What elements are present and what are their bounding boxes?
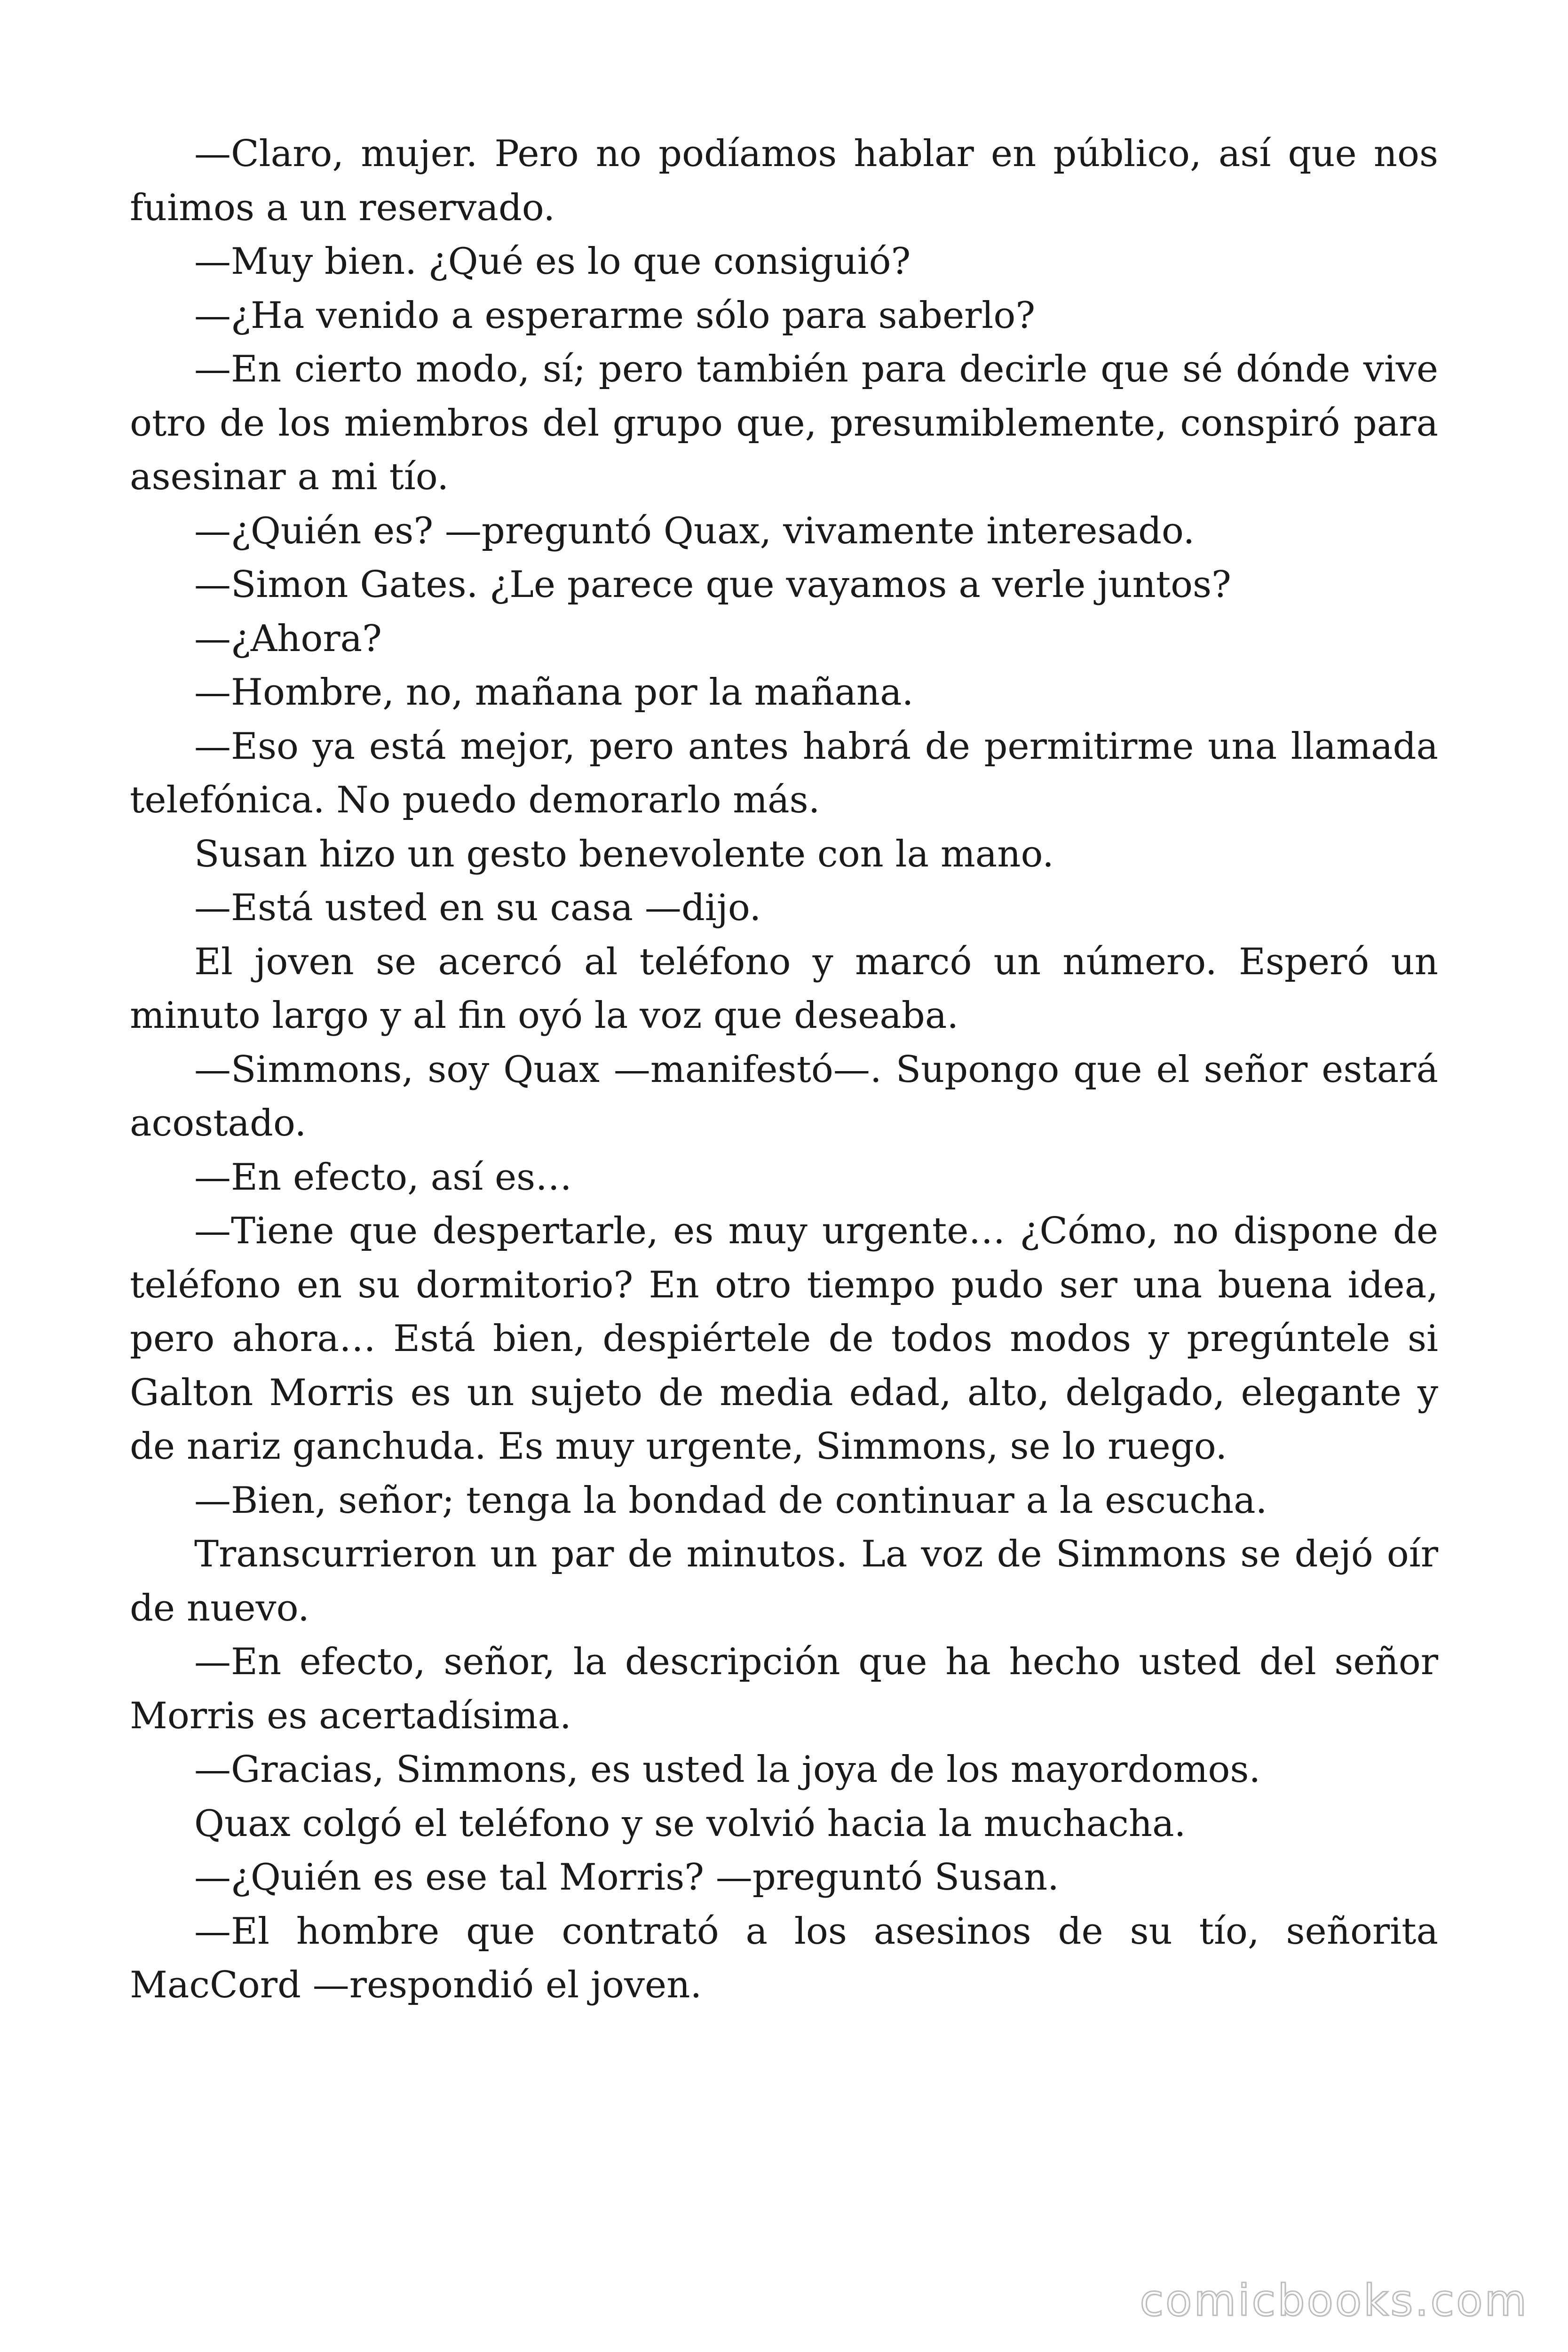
paragraph: —Bien, señor; tenga la bondad de continuar a la escucha. <box>194 1479 1267 1522</box>
paragraph: —¿Ha venido a esperarme sólo para saberlo? <box>194 294 1036 337</box>
paragraph: Transcurrieron un par de minutos. La voz de Simmons se dejó oír de nuevo. <box>130 1533 1438 1629</box>
paragraph: —Simmons, soy Quax —manifestó—. Supongo que el señor estará acostado. <box>130 1048 1438 1144</box>
paragraph: —En efecto, así es… <box>194 1156 572 1199</box>
paragraph: Quax colgó el teléfono y se volvió hacia la muchacha. <box>194 1802 1186 1845</box>
paragraph: —Claro, mujer. Pero no podíamos hablar en público, así que nos fuimos a un reservado. <box>130 133 1438 229</box>
paragraph: El joven se acercó al teléfono y marcó un número. Esperó un minuto largo y al fin oyó la voz que deseaba. <box>130 940 1438 1037</box>
paragraph: —Tiene que despertarle, es muy urgente… ¿Cómo, no dispone de teléfono en su dormitorio? En otro tiempo pudo ser una buena idea, pero ahora… Está bien, despiértele de todos modos y pregúntele si Galton Morris es un sujeto de media edad, alto, delgado, elegante y de nariz ganchuda. Es muy urgente, Simmons, se lo ruego. <box>130 1210 1438 1468</box>
watermark: comicbooks.com <box>1140 2275 1528 2326</box>
paragraph: —Eso ya está mejor, pero antes habrá de permitirme una llamada telefónica. No puedo demorarlo más. <box>130 725 1438 821</box>
paragraph: —¿Quién es? —preguntó Quax, vivamente interesado. <box>194 509 1195 552</box>
paragraph: —Hombre, no, mañana por la mañana. <box>194 671 914 714</box>
paragraph: —En cierto modo, sí; pero también para decirle que sé dónde vive otro de los miembros del grupo que, presumiblemente, conspiró para asesinar a mi tío. <box>130 348 1438 498</box>
paragraph: Susan hizo un gesto benevolente con la mano. <box>194 833 1054 875</box>
paragraph: —Está usted en su casa —dijo. <box>194 887 761 929</box>
paragraph: —¿Quién es ese tal Morris? —preguntó Susan. <box>194 1856 1059 1899</box>
paragraph: —Gracias, Simmons, es usted la joya de los mayordomos. <box>194 1748 1261 1791</box>
paragraph: —Muy bien. ¿Qué es lo que consiguió? <box>194 240 911 283</box>
paragraph: —En efecto, señor, la descripción que ha hecho usted del señor Morris es acertadísima. <box>130 1641 1438 1737</box>
paragraph: —¿Ahora? <box>194 617 382 660</box>
paragraph: —Simon Gates. ¿Le parece que vayamos a verle juntos? <box>194 564 1231 606</box>
body-text <box>130 127 1438 2012</box>
paragraph: —El hombre que contrató a los asesinos de su tío, señorita MacCord —respondió el joven. <box>130 1910 1438 2006</box>
